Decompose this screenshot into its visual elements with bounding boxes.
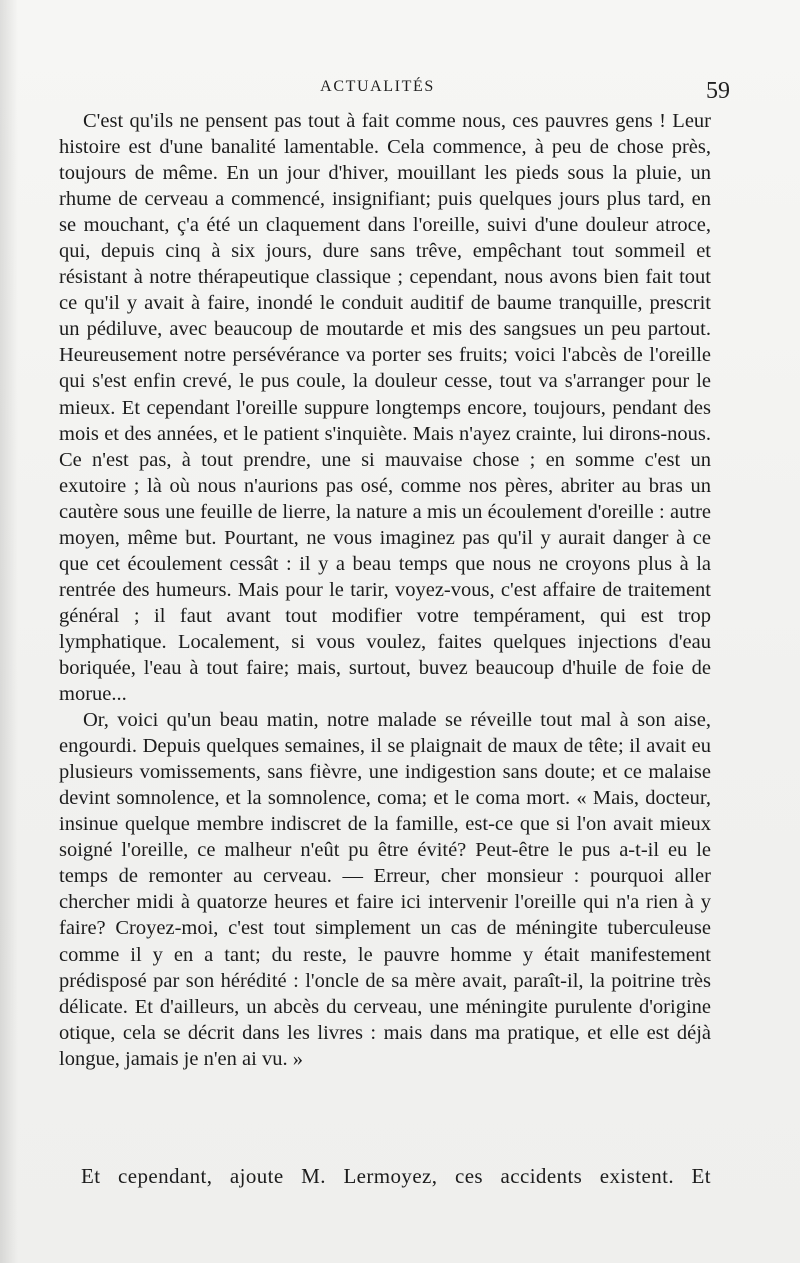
running-title: ACTUALITÉS bbox=[320, 78, 435, 95]
page-gutter-shadow bbox=[0, 0, 18, 1263]
running-head bbox=[0, 74, 800, 104]
paragraph: C'est qu'ils ne pensent pas tout à fait comme nous, ces pauvres gens ! Leur histoire est d'une banalité lamentable. Cela commence, à peu de chose près, toujours de même. En un jour d'hiver, mouillant les pieds sous la pluie, un rhume de cerveau a commencé, insignifiant; puis quelques jours plus tard, en se mouchant, ç'a été un claquement dans l'oreille, suivi d'une douleur atroce, qui, depuis cinq à six jours, dure sans trêve, empêchant tout sommeil et résistant à notre thérapeutique classique ; cependant, nous avons bien fait tout ce qu'il y avait à faire, inondé le conduit auditif de baume tranquille, prescrit un pédiluve, avec beaucoup de moutarde et mis des sangsues un peu partout. Heureusement notre persévérance va porter ses fruits; voici l'abcès de l'oreille qui s'est enfin crevé, le pus coule, la douleur cesse, tout va s'arranger pour le mieux. Et cependant l'oreille suppure longtemps encore, toujours, pendant des mois et des années, et le patient s'inquiète. Mais n'ayez crainte, lui dirons-nous. Ce n'est pas, à tout prendre, une si mauvaise chose ; en somme c'est un exutoire ; là où nous n'aurions pas osé, comme nos pères, abriter au bras un cautère sous une feuille de lierre, la nature a mis un écoulement d'oreille : autre moyen, même but. Pourtant, ne vous imaginez pas qu'il y aurait danger à ce que cet écoulement cessât : il y a beau temps que nous ne croyons plus à la rentrée des humeurs. Mais pour le tarir, voyez-vous, c'est affaire de traitement général ; il faut avant tout modifier votre tempérament, qui est trop lymphatique. Localement, si vous voulez, faites quelques injections d'eau boriquée, l'eau à tout faire; mais, surtout, buvez beaucoup d'huile de foie de morue... bbox=[59, 110, 711, 706]
paragraph: Or, voici qu'un beau matin, notre malade se réveille tout mal à son aise, engourdi. Depuis quelques semaines, il se plaignait de maux de tête; il avait eu plusieurs vomissements, sans fièvre, une indigestion sans doute; et ce malaise devint somnolence, et la somnolence, coma; et le coma mort. « Mais, docteur, insinue quelque membre indiscret de la famille, est-ce que si l'on avait mieux soigné l'oreille, ce malheur n'eût pu être évité? Peut-être le pus a-t-il eu le temps de remonter au cerveau. — Erreur, cher monsieur : pourquoi aller chercher midi à quatorze heures et faire ici intervenir l'oreille qui n'a rien à y faire? Croyez-moi, c'est tout simplement un cas de méningite tuberculeuse comme il y en a tant; du reste, le pauvre homme y était manifestement prédisposé par son hérédité : l'oncle de sa mère avait, paraît-il, la poitrine très délicate. Et d'ailleurs, un abcès du cerveau, une méningite purulente d'origine otique, cela se décrit dans les livres : mais dans ma pratique, et elle est déjà longue, jamais je n'en ai vu. » bbox=[59, 709, 711, 1070]
page-number: 59 bbox=[706, 78, 730, 104]
body-text bbox=[59, 108, 711, 1072]
closing-line: Et cependant, ajoute M. Lermoyez, ces accidents existent. Et bbox=[81, 1164, 711, 1188]
